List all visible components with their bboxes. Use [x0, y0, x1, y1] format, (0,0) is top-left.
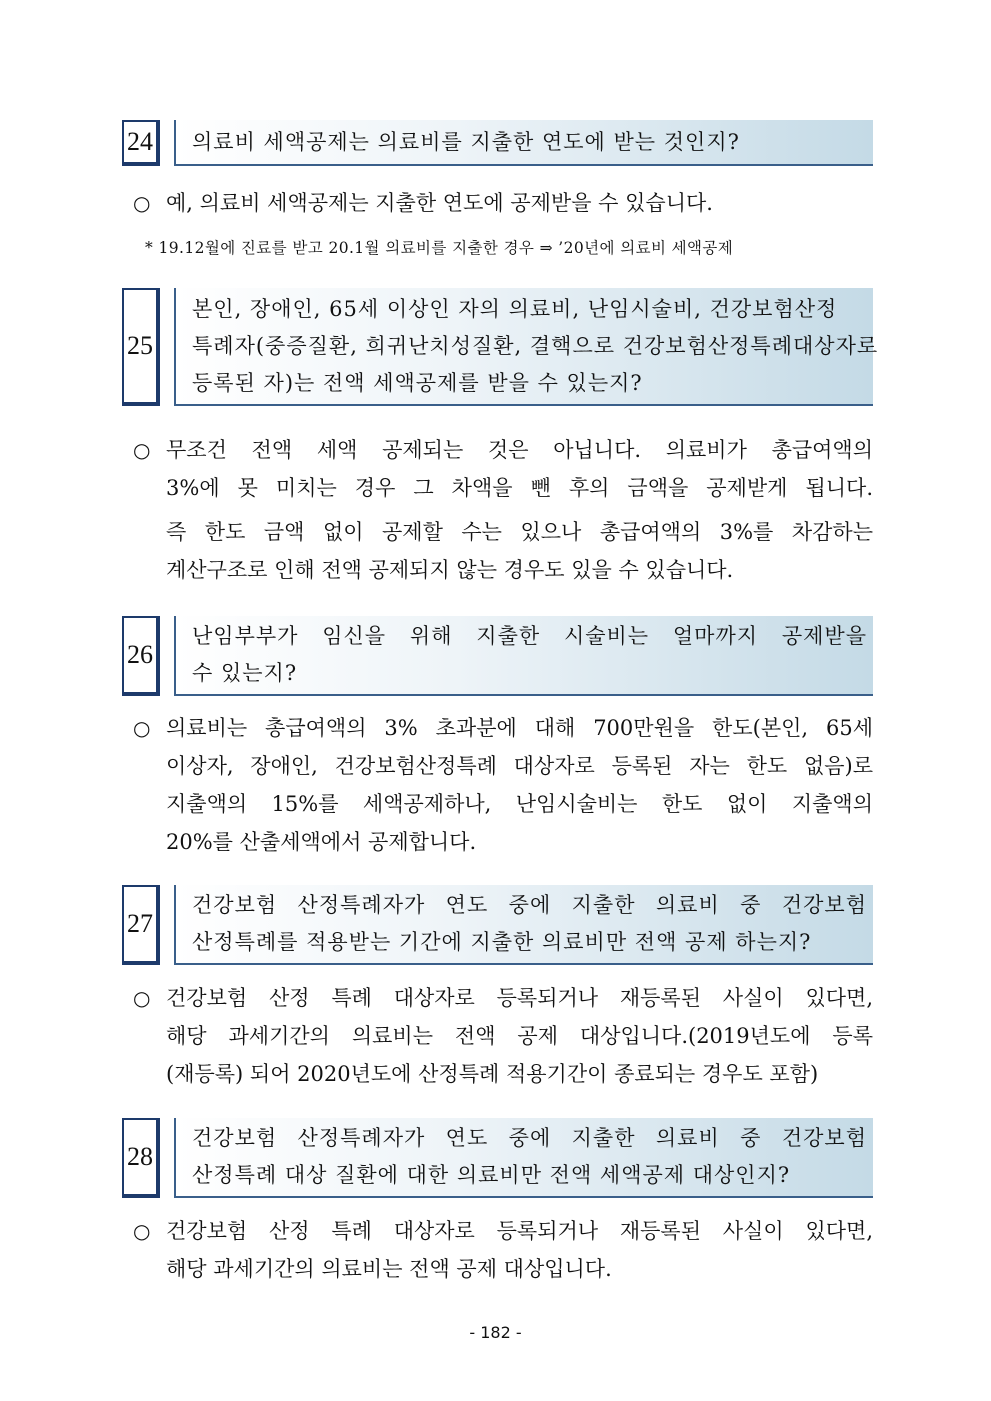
answer-line: 의료비는 총급여액의 3% 초과분에 대해 700만원을 한도(본인, 65세: [166, 716, 873, 740]
question-number-27: 27: [122, 885, 160, 965]
question-number-24: 24: [122, 120, 160, 166]
answer-line: 무조건 전액 세액 공제되는 것은 아닙니다. 의료비가 총급여액의: [166, 438, 873, 462]
answer-line: 해당 과세기간의 의료비는 전액 공제 대상입니다.: [166, 1257, 612, 1281]
answer-line: (재등록) 되어 2020년도에 산정특례 적용기간이 종료되는 경우도 포함): [166, 1062, 819, 1086]
question-line: 건강보험 산정특례자가 연도 중에 지출한 의료비 중 건강보험: [192, 1126, 867, 1150]
footnote: * 19.12월에 진료를 받고 20.1월 의료비를 지출한 경우 ⇒ ’20년에 의료비 세액공제: [145, 239, 734, 257]
question-number-26: 26: [122, 616, 160, 696]
answer-24: [133, 184, 873, 222]
answer-line: 20%를 산출세액에서 공제합니다.: [166, 830, 477, 854]
question-box-26: [174, 616, 873, 696]
answer-line: 즉 한도 금액 없이 공제할 수는 있으나 총급여액의 3%를 차감하는: [166, 520, 873, 544]
bullet-circle-icon: ○: [133, 438, 151, 462]
answer-28: [133, 1212, 873, 1288]
question-box-24: [174, 120, 873, 166]
bullet-circle-icon: ○: [133, 986, 151, 1010]
bullet-circle-icon: ○: [133, 716, 151, 740]
question-number-28: 28: [122, 1118, 160, 1198]
answer-25: [133, 431, 873, 589]
answer-line: 예, 의료비 세액공제는 지출한 연도에 공제받을 수 있습니다.: [166, 191, 713, 215]
answer-line: 건강보험 산정 특례 대상자로 등록되거나 재등록된 사실이 있다면,: [166, 986, 873, 1010]
question-line: 본인, 장애인, 65세 이상인 자의 의료비, 난임시술비, 건강보험산정: [192, 296, 838, 321]
answer-line: 지출액의 15%를 세액공제하나, 난임시술비는 한도 없이 지출액의: [166, 792, 873, 816]
answer-27: [133, 979, 873, 1093]
answer-line: 건강보험 산정 특례 대상자로 등록되거나 재등록된 사실이 있다면,: [166, 1219, 873, 1243]
question-line: 산정특례를 적용받는 기간에 지출한 의료비만 전액 공제 하는지?: [192, 930, 812, 954]
question-line: 건강보험 산정특례자가 연도 중에 지출한 의료비 중 건강보험: [192, 893, 867, 917]
bullet-circle-icon: ○: [133, 1219, 151, 1243]
answer-line: 계산구조로 인해 전액 공제되지 않는 경우도 있을 수 있습니다.: [166, 558, 734, 582]
question-line: 산정특례 대상 질환에 대한 의료비만 전액 세액공제 대상인지?: [192, 1163, 791, 1187]
question-line: 특례자(중증질환, 희귀난치성질환, 결핵으로 건강보험산정특례대상자로: [192, 333, 879, 358]
question-line: 난임부부가 임신을 위해 지출한 시술비는 얼마까지 공제받을: [192, 624, 867, 648]
answer-line: 이상자, 장애인, 건강보험산정특례 대상자로 등록된 자는 한도 없음)로: [166, 754, 873, 778]
question-line: 수 있는지?: [192, 661, 298, 685]
question-line: 등록된 자)는 전액 세액공제를 받을 수 있는지?: [192, 370, 643, 395]
answer-line: 해당 과세기간의 의료비는 전액 공제 대상입니다.(2019년도에 등록: [166, 1024, 873, 1048]
bullet-circle-icon: ○: [133, 191, 151, 215]
answer-line: 3%에 못 미치는 경우 그 차액을 뺀 후의 금액을 공제받게 됩니다.: [166, 476, 873, 500]
question-number-25: 25: [122, 288, 160, 406]
page-number: - 182 -: [469, 1323, 522, 1342]
question-box-27: [174, 885, 873, 965]
answer-26: [133, 709, 873, 861]
question-box-25: [174, 288, 879, 406]
question-line: 의료비 세액공제는 의료비를 지출한 연도에 받는 것인지?: [192, 129, 740, 154]
question-box-28: [174, 1118, 873, 1198]
